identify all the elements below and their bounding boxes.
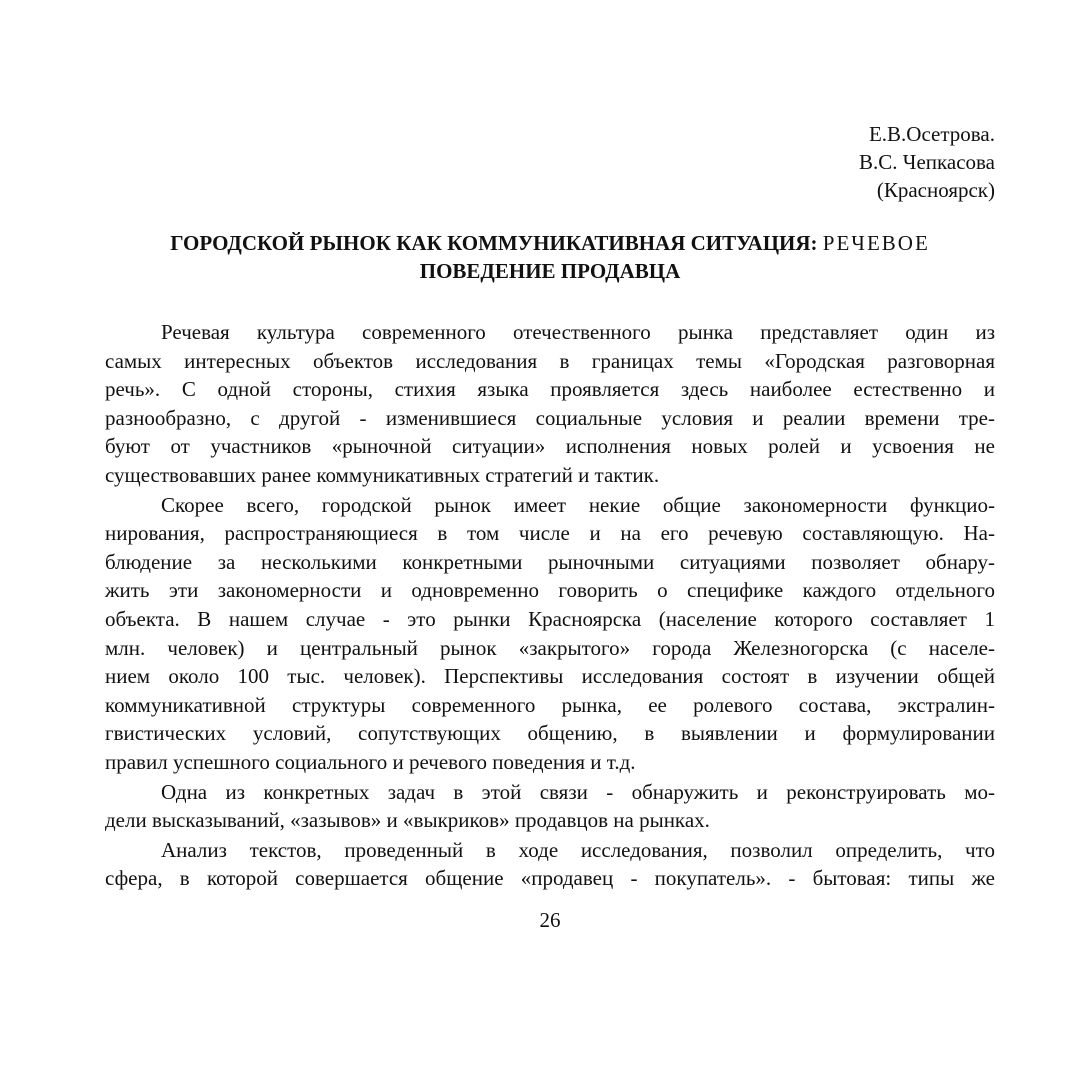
text-line: объекта. В нашем случае - это рынки Красноярска (население которого составляет 1 xyxy=(105,606,995,631)
text-line: речь». С одной стороны, стихия языка проявляется здесь наиболее естественно и xyxy=(105,377,995,402)
text-line: буют от участников «рыночной ситуации» исполнения новых ролей и усвоения не xyxy=(105,434,995,459)
title-line-1-bold: ГОРОДСКОЙ РЫНОК КАК КОММУНИКАТИВНАЯ СИТУАЦИЯ: xyxy=(170,231,818,255)
author-name-2: В.С. Чепкасова xyxy=(859,150,995,174)
article-body xyxy=(105,318,995,893)
text-line: разнообразно, с другой - изменившиеся социальные условия и реалии времени тре- xyxy=(105,405,995,430)
paragraph xyxy=(105,318,995,490)
title-line-1-regular: РЕЧЕВОЕ xyxy=(822,231,930,255)
author-block xyxy=(859,120,995,204)
paragraph xyxy=(105,491,995,777)
text-line: дели высказываний, «зазывов» и «выкриков» продавцов на рынках. xyxy=(105,808,710,833)
text-line: коммуникативной структуры современного рынка, ее ролевого состава, экстралин- xyxy=(105,692,995,717)
text-line: самых интересных объектов исследования в границах темы «Городская разговорная xyxy=(105,348,995,373)
text-line: Одна из конкретных задач в этой связи - обнаружить и реконструировать мо- xyxy=(161,779,995,804)
text-line: Анализ текстов, проведенный в ходе исследования, позволил определить, что xyxy=(161,837,995,862)
text-line: нием около 100 тыс. человек). Перспективы исследования состоят в изучении общей xyxy=(105,664,995,689)
text-line: жить эти закономерности и одновременно говорить о специфике каждого отдельного xyxy=(105,578,995,603)
text-line: блюдение за несколькими конкретными рыночными ситуациями позволяет обнару- xyxy=(105,549,995,574)
article-title xyxy=(105,229,995,285)
text-line: гвистических условий, сопутствующих общению, в выявлении и формулировании xyxy=(105,721,995,746)
text-line: Скорее всего, городской рынок имеет некие общие закономерности функцио- xyxy=(161,492,995,517)
author-name-1: Е.В.Осетрова. xyxy=(868,122,995,146)
text-line: млн. человек) и центральный рынок «закрытого» города Железногорска (с населе- xyxy=(105,635,995,660)
author-location: (Красноярск) xyxy=(876,178,995,202)
page-number: 26 xyxy=(539,908,561,932)
title-line-2: ПОВЕДЕНИЕ ПРОДАВЦА xyxy=(419,259,681,283)
text-line: нирования, распространяющиеся в том числе и на его речевую составляющую. На- xyxy=(105,521,995,546)
paragraph xyxy=(105,836,995,893)
title-line-1 xyxy=(105,229,995,257)
text-line: сфера, в которой совершается общение «продавец - покупатель». - бытовая: типы же xyxy=(105,866,995,891)
paragraph xyxy=(105,778,995,835)
text-line: существовавших ранее коммуникативных стратегий и тактик. xyxy=(105,462,660,487)
document-page xyxy=(105,0,995,1080)
text-line: Речевая культура современного отечественного рынка представляет один из xyxy=(161,320,995,344)
text-line: правил успешного социального и речевого поведения и т.д. xyxy=(105,749,636,774)
